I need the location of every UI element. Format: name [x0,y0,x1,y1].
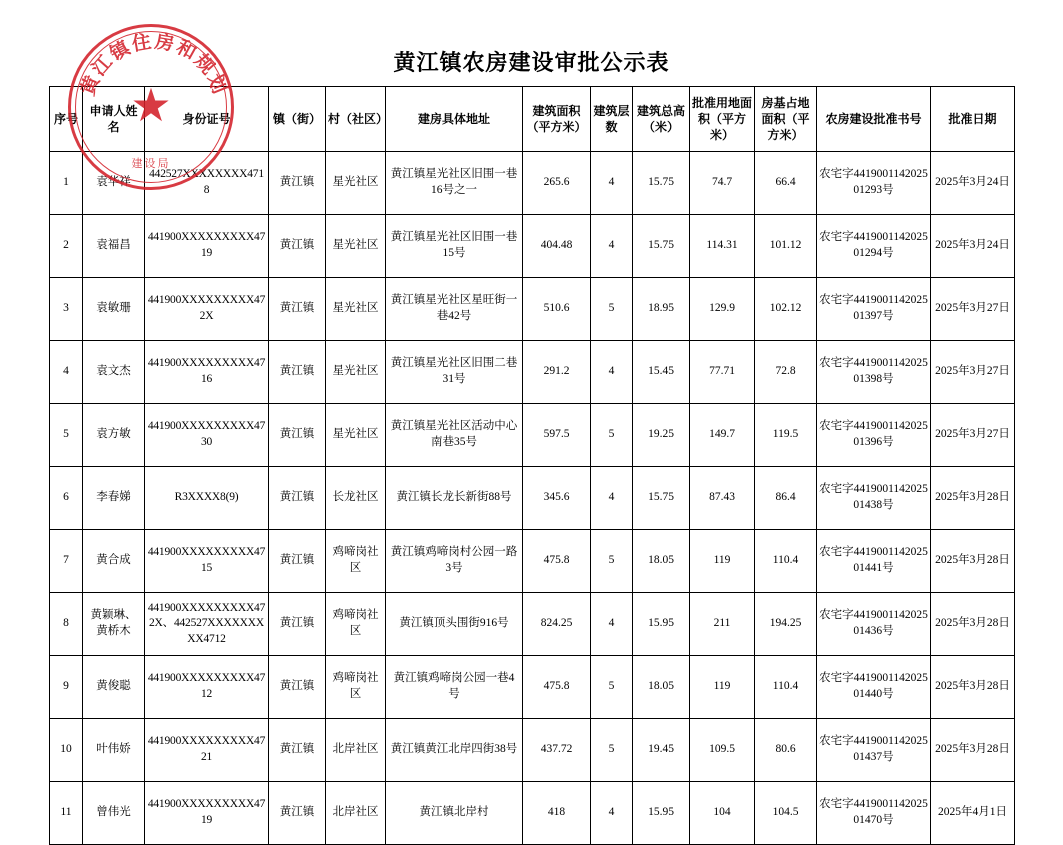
cell-floors: 4 [591,152,633,215]
cell-id: 441900XXXXXXXXX4715 [145,530,269,593]
cell-floors: 5 [591,719,633,782]
cell-floor-area: 824.25 [523,593,591,656]
cell-floor-area: 404.48 [523,215,591,278]
cell-floor-area: 291.2 [523,341,591,404]
table-row [50,215,1015,278]
cell-id: 441900XXXXXXXXX4719 [145,782,269,845]
cell-id: 441900XXXXXXXXX4730 [145,404,269,467]
column-header-approval-date: 批准日期 [931,87,1015,152]
page-title: 黄江镇农房建设审批公示表 [393,50,670,75]
cell-height: 19.45 [633,719,690,782]
cell-height: 15.95 [633,593,690,656]
cell-no: 8 [50,593,83,656]
cell-floor-area: 437.72 [523,719,591,782]
column-header-approved-land-area: 批准用地面积（平方米） [690,87,755,152]
table-row [50,278,1015,341]
cell-id: 441900XXXXXXXXX4721 [145,719,269,782]
cell-permit-no: 农宅字441900114202501294号 [817,215,931,278]
cell-date: 2025年3月27日 [931,341,1015,404]
cell-permit-no: 农宅字441900114202501441号 [817,530,931,593]
cell-name: 袁华祥 [83,152,145,215]
cell-floors: 5 [591,656,633,719]
column-header-base-area: 房基占地面积（平方米） [755,87,817,152]
cell-base-area: 72.8 [755,341,817,404]
cell-address: 黄江镇星光社区旧围一巷15号 [386,215,523,278]
cell-id: R3XXXX8(9) [145,467,269,530]
column-header-floor-area: 建筑面积（平方米） [523,87,591,152]
cell-address: 黄江镇黄江北岸四街38号 [386,719,523,782]
table-row [50,593,1015,656]
cell-height: 18.05 [633,656,690,719]
cell-name: 叶伟娇 [83,719,145,782]
cell-town: 黄江镇 [269,467,326,530]
cell-floors: 5 [591,530,633,593]
cell-permit-no: 农宅字441900114202501470号 [817,782,931,845]
cell-town: 黄江镇 [269,719,326,782]
cell-address: 黄江镇星光社区旧围二巷31号 [386,341,523,404]
cell-height: 15.95 [633,782,690,845]
cell-name: 袁敏珊 [83,278,145,341]
cell-village: 鸡啼岗社区 [326,593,386,656]
cell-address: 黄江镇星光社区活动中心南巷35号 [386,404,523,467]
cell-base-area: 86.4 [755,467,817,530]
cell-base-area: 110.4 [755,530,817,593]
cell-no: 11 [50,782,83,845]
cell-approved-land: 87.43 [690,467,755,530]
cell-floor-area: 265.6 [523,152,591,215]
cell-approved-land: 114.31 [690,215,755,278]
cell-base-area: 104.5 [755,782,817,845]
cell-id: 441900XXXXXXXXX4712 [145,656,269,719]
cell-village: 星光社区 [326,341,386,404]
cell-village: 星光社区 [326,152,386,215]
cell-name: 李春娣 [83,467,145,530]
cell-address: 黄江镇北岸村 [386,782,523,845]
cell-floors: 4 [591,782,633,845]
cell-height: 15.75 [633,467,690,530]
column-header-floors: 建筑层数 [591,87,633,152]
column-header-village: 村（社区） [326,87,386,152]
cell-floors: 5 [591,404,633,467]
cell-base-area: 101.12 [755,215,817,278]
cell-permit-no: 农宅字441900114202501398号 [817,341,931,404]
cell-no: 2 [50,215,83,278]
cell-village: 长龙社区 [326,467,386,530]
cell-permit-no: 农宅字441900114202501293号 [817,152,931,215]
cell-base-area: 102.12 [755,278,817,341]
cell-town: 黄江镇 [269,593,326,656]
cell-town: 黄江镇 [269,782,326,845]
cell-approved-land: 149.7 [690,404,755,467]
cell-name: 袁文杰 [83,341,145,404]
cell-id: 441900XXXXXXXXX472X、442527XXXXXXXXX4712 [145,593,269,656]
cell-date: 2025年3月24日 [931,152,1015,215]
column-header-town: 镇（街） [269,87,326,152]
cell-village: 星光社区 [326,404,386,467]
cell-height: 15.75 [633,152,690,215]
cell-floor-area: 345.6 [523,467,591,530]
cell-height: 15.45 [633,341,690,404]
cell-no: 5 [50,404,83,467]
cell-approved-land: 77.71 [690,341,755,404]
table-row [50,467,1015,530]
cell-permit-no: 农宅字441900114202501396号 [817,404,931,467]
cell-floor-area: 475.8 [523,656,591,719]
cell-permit-no: 农宅字441900114202501437号 [817,719,931,782]
cell-town: 黄江镇 [269,656,326,719]
cell-permit-no: 农宅字441900114202501440号 [817,656,931,719]
star-icon: ★ [130,79,172,132]
cell-height: 15.75 [633,215,690,278]
cell-height: 18.95 [633,278,690,341]
cell-approved-land: 74.7 [690,152,755,215]
table-row [50,719,1015,782]
cell-no: 6 [50,467,83,530]
cell-name: 袁福昌 [83,215,145,278]
cell-floors: 4 [591,215,633,278]
seal-arc-label: 黄江镇住房和规划 [77,31,231,99]
approval-table [49,86,1015,845]
cell-height: 19.25 [633,404,690,467]
cell-date: 2025年3月24日 [931,215,1015,278]
cell-town: 黄江镇 [269,152,326,215]
cell-id: 441900XXXXXXXXX4719 [145,215,269,278]
cell-date: 2025年3月27日 [931,278,1015,341]
cell-id: 442527XXXXXXXX4718 [145,152,269,215]
cell-no: 3 [50,278,83,341]
cell-address: 黄江镇鸡啼岗公园一巷4号 [386,656,523,719]
cell-address: 黄江镇星光社区星旺街一巷42号 [386,278,523,341]
cell-village: 鸡啼岗社区 [326,656,386,719]
table-row [50,341,1015,404]
cell-approved-land: 119 [690,530,755,593]
cell-town: 黄江镇 [269,404,326,467]
cell-floors: 5 [591,278,633,341]
cell-address: 黄江镇星光社区旧围一巷16号之一 [386,152,523,215]
cell-height: 18.05 [633,530,690,593]
column-header-height: 建筑总高（米） [633,87,690,152]
table-row [50,782,1015,845]
cell-base-area: 194.25 [755,593,817,656]
cell-name: 黄俊聪 [83,656,145,719]
cell-town: 黄江镇 [269,341,326,404]
cell-floors: 4 [591,467,633,530]
cell-town: 黄江镇 [269,278,326,341]
cell-no: 10 [50,719,83,782]
cell-village: 鸡啼岗社区 [326,530,386,593]
column-header-applicant-name: 申请人姓名 [83,87,145,152]
cell-floor-area: 510.6 [523,278,591,341]
cell-approved-land: 104 [690,782,755,845]
column-header-no: 序号 [50,87,83,152]
cell-id: 441900XXXXXXXXX472X [145,278,269,341]
cell-base-area: 110.4 [755,656,817,719]
cell-date: 2025年3月28日 [931,719,1015,782]
cell-permit-no: 农宅字441900114202501438号 [817,467,931,530]
cell-base-area: 66.4 [755,152,817,215]
cell-no: 9 [50,656,83,719]
cell-base-area: 119.5 [755,404,817,467]
table-row [50,656,1015,719]
cell-village: 北岸社区 [326,782,386,845]
cell-permit-no: 农宅字441900114202501436号 [817,593,931,656]
cell-no: 4 [50,341,83,404]
column-header-id-number: 身份证号 [145,87,269,152]
cell-permit-no: 农宅字441900114202501397号 [817,278,931,341]
column-header-address: 建房具体地址 [386,87,523,152]
cell-town: 黄江镇 [269,530,326,593]
cell-floors: 4 [591,593,633,656]
seal-bottom-label: 建设局 [131,158,171,170]
cell-address: 黄江镇鸡啼岗村公园一路3号 [386,530,523,593]
cell-no: 7 [50,530,83,593]
cell-base-area: 80.6 [755,719,817,782]
cell-id: 441900XXXXXXXXX4716 [145,341,269,404]
cell-approved-land: 109.5 [690,719,755,782]
cell-address: 黄江镇长龙长新街88号 [386,467,523,530]
cell-floor-area: 418 [523,782,591,845]
cell-date: 2025年3月27日 [931,404,1015,467]
cell-village: 星光社区 [326,278,386,341]
table-row [50,152,1015,215]
cell-address: 黄江镇顶头围街916号 [386,593,523,656]
cell-approved-land: 129.9 [690,278,755,341]
cell-approved-land: 211 [690,593,755,656]
cell-date: 2025年3月28日 [931,593,1015,656]
cell-floor-area: 597.5 [523,404,591,467]
cell-floors: 4 [591,341,633,404]
table-row [50,404,1015,467]
cell-date: 2025年3月28日 [931,467,1015,530]
cell-date: 2025年4月1日 [931,782,1015,845]
cell-name: 黄合成 [83,530,145,593]
cell-name: 袁方敏 [83,404,145,467]
cell-date: 2025年3月28日 [931,656,1015,719]
cell-floor-area: 475.8 [523,530,591,593]
cell-name: 曾伟光 [83,782,145,845]
cell-name: 黄颖琳、黄桥木 [83,593,145,656]
cell-approved-land: 119 [690,656,755,719]
cell-no: 1 [50,152,83,215]
column-header-permit-number: 农房建设批准书号 [817,87,931,152]
cell-village: 星光社区 [326,215,386,278]
table-row [50,530,1015,593]
table-header-row [50,87,1015,152]
cell-date: 2025年3月28日 [931,530,1015,593]
cell-town: 黄江镇 [269,215,326,278]
cell-village: 北岸社区 [326,719,386,782]
table-body [50,152,1015,845]
